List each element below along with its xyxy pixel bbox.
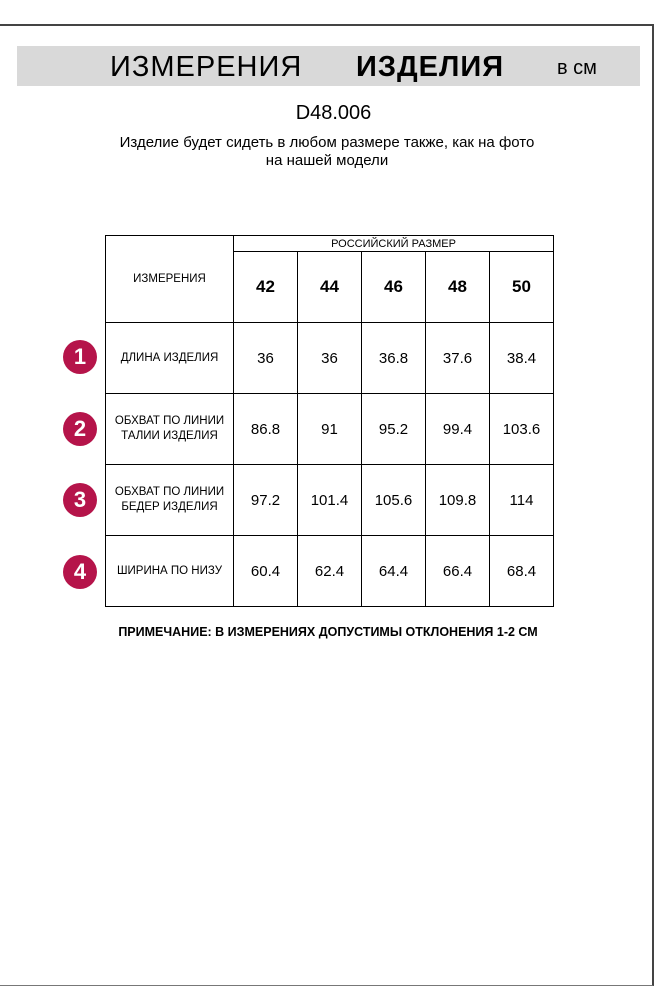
row-label-line: БЕДЕР ИЗДЕЛИЯ: [121, 501, 218, 513]
table-cell: 114: [490, 465, 554, 536]
row-label-line: ТАЛИИ ИЗДЕЛИЯ: [121, 430, 218, 442]
row-label: [106, 394, 234, 465]
param-header: ИЗМЕРЕНИЯ: [106, 236, 234, 323]
table-cell: 99.4: [426, 394, 490, 465]
table-row: [106, 465, 554, 536]
size-col-header: 42: [234, 252, 298, 323]
fit-note-line: на нашей модели: [265, 152, 389, 169]
table-row: [106, 323, 554, 394]
fit-note: [0, 134, 654, 170]
row-label: [106, 465, 234, 536]
table-cell: 66.4: [426, 536, 490, 607]
table-cell: 97.2: [234, 465, 298, 536]
table-cell: 64.4: [362, 536, 426, 607]
row-label: [106, 536, 234, 607]
table-cell: 60.4: [234, 536, 298, 607]
number-badge: 4: [63, 555, 97, 589]
product-code: D48.006: [295, 102, 372, 124]
table-row: [106, 394, 554, 465]
table-cell: 109.8: [426, 465, 490, 536]
size-col-header: 44: [298, 252, 362, 323]
row-label-line: ОБХВАТ ПО ЛИНИИ: [114, 486, 225, 498]
row-label-line: ДЛИНА ИЗДЕЛИЯ: [120, 351, 219, 364]
table-cell: 105.6: [362, 465, 426, 536]
header-unit: в см: [557, 57, 597, 79]
row-label-line: ШИРИНА ПО НИЗУ: [116, 564, 222, 577]
table-cell: 103.6: [490, 394, 554, 465]
row-label-line: ОБХВАТ ПО ЛИНИИ: [114, 415, 225, 427]
table-cell: 68.4: [490, 536, 554, 607]
table-cell: 86.8: [234, 394, 298, 465]
tolerance-remark: ПРИМЕЧАНИЕ: В ИЗМЕРЕНИЯХ ДОПУСТИМЫ ОТКЛОНЕНИЯ 1-2 СМ: [118, 625, 538, 639]
table-cell: 62.4: [298, 536, 362, 607]
table-row: [106, 536, 554, 607]
row-label: [106, 323, 234, 394]
size-table: [105, 235, 554, 607]
size-col-header: 46: [362, 252, 426, 323]
table-cell: 95.2: [362, 394, 426, 465]
size-col-header: 50: [490, 252, 554, 323]
size-group-header: РОССИЙСКИЙ РАЗМЕР: [234, 236, 554, 252]
table-cell: 38.4: [490, 323, 554, 394]
header-title-measurements: ИЗМЕРЕНИЯ: [110, 51, 303, 83]
table-header-row: [106, 236, 554, 252]
number-badge: 2: [63, 412, 97, 446]
table-cell: 36: [298, 323, 362, 394]
number-badge: 1: [63, 340, 97, 374]
header-title-product: ИЗДЕЛИЯ: [356, 51, 505, 83]
table-cell: 101.4: [298, 465, 362, 536]
table-cell: 36.8: [362, 323, 426, 394]
number-badge: 3: [63, 483, 97, 517]
table-cell: 91: [298, 394, 362, 465]
size-col-header: 48: [426, 252, 490, 323]
table-cell: 36: [234, 323, 298, 394]
fit-note-line: Изделие будет сидеть в любом размере также, как на фото: [119, 134, 535, 151]
table-cell: 37.6: [426, 323, 490, 394]
